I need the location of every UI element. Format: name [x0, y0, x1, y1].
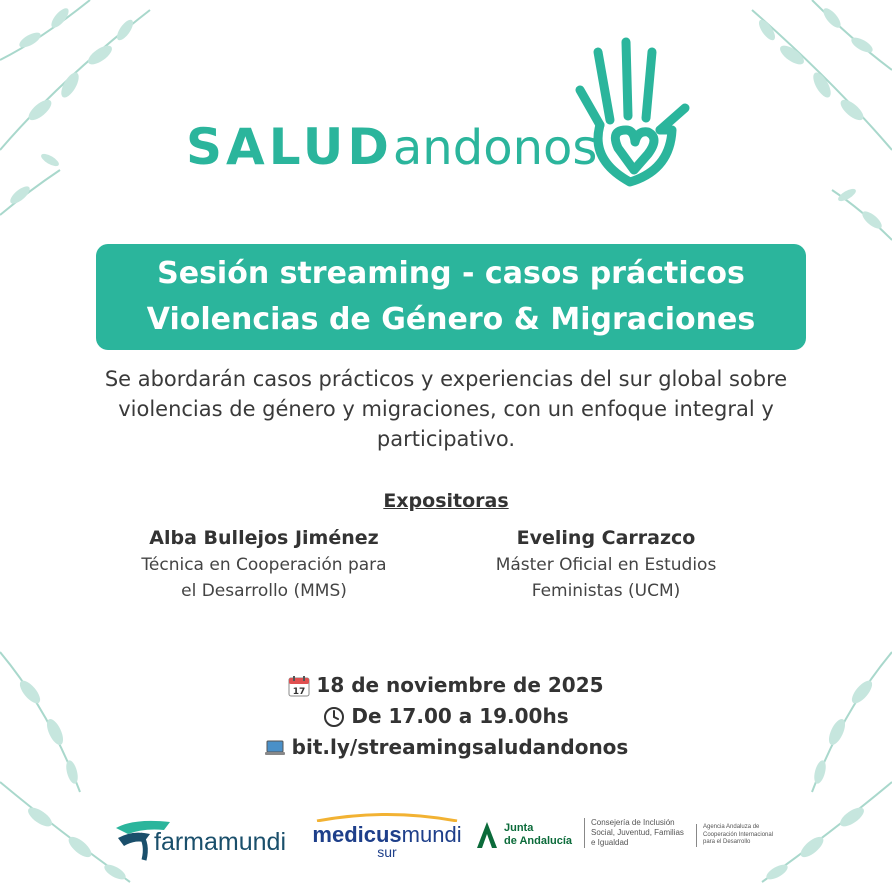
medicus-name: medicus: [312, 822, 402, 847]
speaker-card: [104, 524, 424, 604]
speakers-heading: Expositoras: [383, 490, 509, 512]
event-info: [200, 670, 692, 763]
svg-text:17: 17: [293, 686, 306, 697]
banner-line-1: Sesión streaming - casos prácticos: [157, 256, 745, 291]
hand-heart-icon: [570, 30, 700, 194]
agencia-text: Agencia Andaluza de Cooperación Internacional para el Desarrollo: [696, 824, 786, 847]
saludandonos-logo: [186, 118, 598, 188]
speaker-name: Alba Bullejos Jiménez: [149, 527, 379, 549]
event-time: [200, 701, 692, 732]
session-title-banner: [96, 244, 806, 350]
event-link: [200, 732, 692, 763]
speaker-card: [446, 524, 766, 604]
event-time-text: De 17.00 a 19.00hs: [351, 704, 569, 728]
medicus-sub: sur: [377, 844, 397, 860]
medicusmundi-logo: [312, 812, 462, 868]
laptop-icon: [264, 737, 286, 759]
event-date: [200, 670, 692, 701]
mundi-name: mundi: [401, 822, 462, 847]
sponsor-logos: [0, 800, 892, 870]
streaming-link[interactable]: bit.ly/streamingsaludandonos: [291, 735, 629, 759]
junta-andalucia-logo: [474, 818, 594, 858]
clock-icon: [323, 706, 345, 728]
speaker-role: Técnica en Cooperación para el Desarrollo (MMS): [141, 555, 387, 601]
leaf-decoration-top-right: [732, 0, 892, 260]
logo-light-text: andonos: [392, 120, 598, 176]
speaker-role: Máster Oficial en Estudios Feministas (UCM): [495, 555, 717, 601]
session-description: Se abordarán casos prácticos y experiencias del sur global sobre violencias de género y migraciones, con un enfoque integral y participativo.: [104, 367, 788, 451]
consejeria-text: Consejería de Inclusión Social, Juventud, Familias e Igualdad: [584, 818, 694, 848]
farmamundi-name: farmamundi: [154, 828, 286, 856]
leaf-decoration-top-left: [0, 0, 160, 230]
junta-name: Junta de Andalucía: [504, 822, 573, 847]
speaker-name: Eveling Carrazco: [516, 527, 696, 549]
farmamundi-logo: [114, 808, 294, 868]
calendar-icon: [288, 675, 310, 697]
event-date-text: 18 de noviembre de 2025: [316, 673, 604, 697]
banner-line-2: Violencias de Género & Migraciones: [146, 302, 756, 337]
logo-bold-text: SALUD: [186, 118, 393, 176]
